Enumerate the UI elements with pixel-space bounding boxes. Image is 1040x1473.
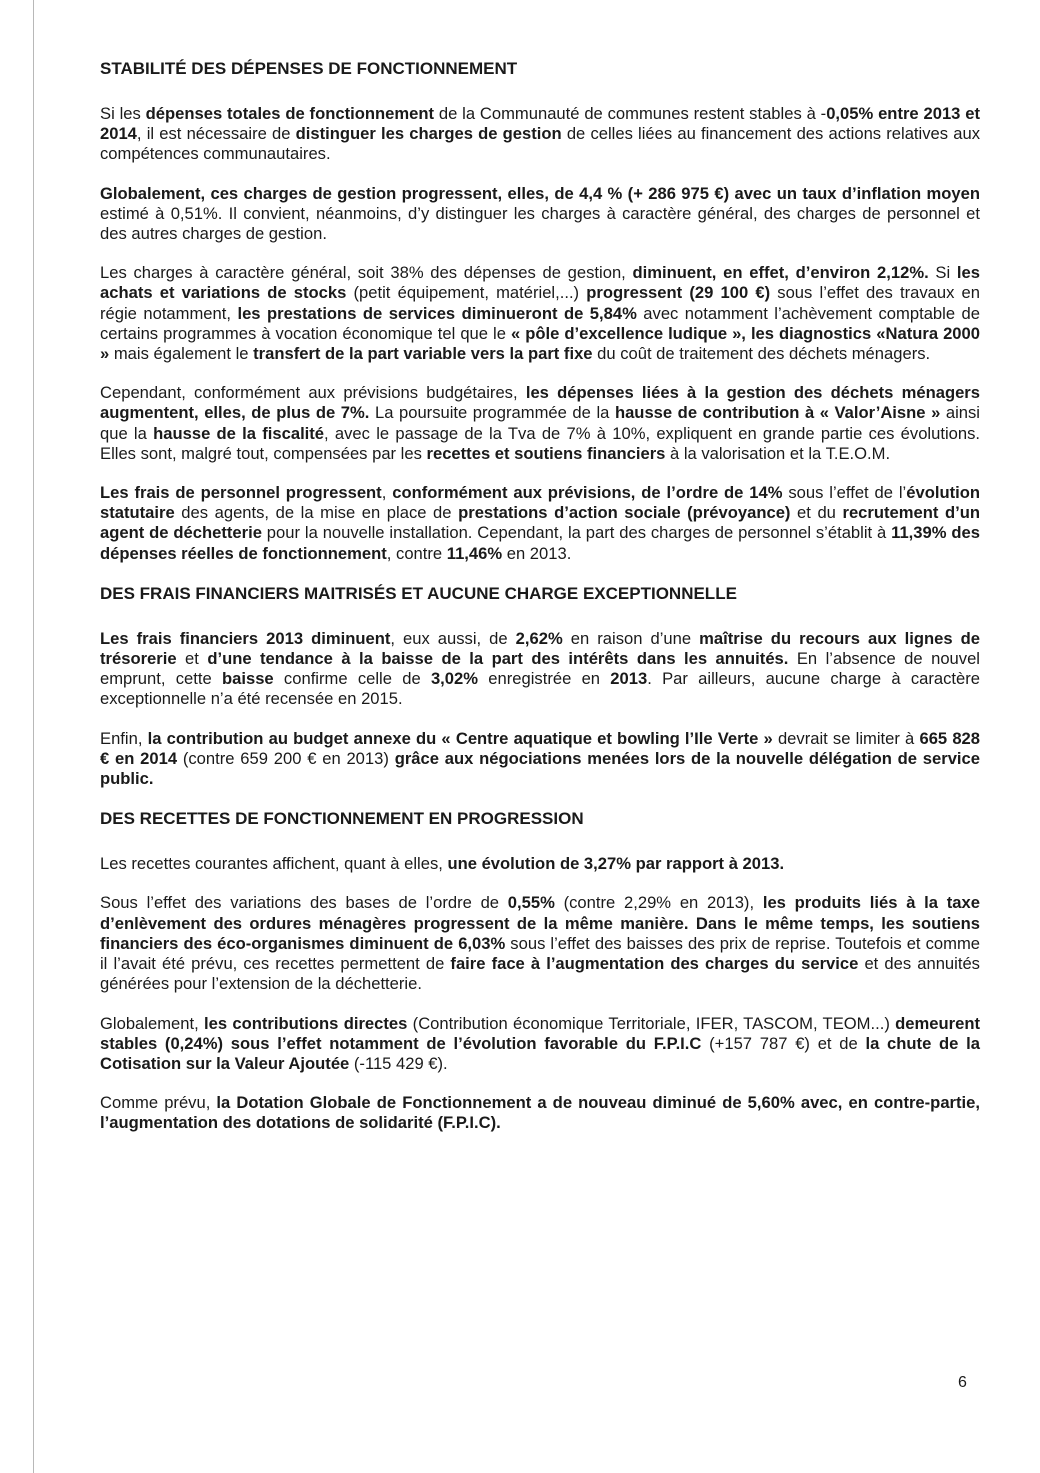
bold-text-run: baisse bbox=[222, 669, 274, 689]
text-run: (contre 2,29% en 2013), bbox=[554, 893, 763, 913]
text-run: , bbox=[381, 483, 393, 503]
paragraph bbox=[100, 629, 980, 710]
text-run: (Contribution économique Territoriale, IFER, TASCOM, TEOM...) bbox=[407, 1013, 896, 1033]
text-run: Cependant, conformément aux prévisions budgétaires, bbox=[100, 383, 526, 403]
bold-text-run: la contribution au budget annexe du « Centre aquatique et bowling l’Ile Verte » bbox=[147, 728, 773, 748]
text-run: (contre 659 200 € en 2013) bbox=[177, 748, 395, 768]
bold-text-run: la Dotation Globale de Fonctionnement a de nouveau diminué de 5,60% avec, en contre-partie, l’augmentation des dotations de solidarité (F.P.I.C). bbox=[100, 1093, 980, 1133]
text-run: sous l’effet des travaux en régie notamment, bbox=[100, 283, 981, 323]
bold-text-run: les dépenses liées à la gestion des déchets ménagers augmentent, elles, de plus de 7%. bbox=[100, 383, 980, 423]
text-run: enregistrée en bbox=[478, 669, 611, 689]
text-run: de la Communauté de communes restent stables à - bbox=[434, 104, 827, 123]
text-run: Comme prévu, bbox=[100, 1093, 217, 1113]
text-run: estimé à 0,51%. Il convient, néanmoins, d’y distinguer les charges à caractère général, des charges de personnel et des autres charges de gestion. bbox=[100, 203, 980, 244]
text-run: Les charges à caractère général, soit 38% des dépenses de gestion, bbox=[100, 263, 633, 283]
bold-text-run: une évolution de 3,27% par rapport à 2013. bbox=[447, 854, 785, 874]
text-run: du coût de traitement des déchets ménagers. bbox=[592, 344, 931, 364]
text-run: ainsi que la bbox=[100, 403, 980, 443]
bold-text-run: 11,46% bbox=[446, 543, 503, 563]
text-run: , il est nécessaire de bbox=[136, 124, 296, 144]
text-run: pour la nouvelle installation. Cependant, la part des charges de personnel s’établit à bbox=[261, 523, 892, 543]
bold-text-run: 0,55% bbox=[507, 893, 555, 913]
text-run: Si bbox=[928, 263, 957, 283]
bold-text-run: transfert de la part variable vers la part fixe bbox=[253, 344, 593, 364]
bold-text-run: progressent (29 100 €) bbox=[586, 283, 771, 303]
text-run: en 2013. bbox=[502, 543, 572, 563]
paragraph bbox=[100, 1014, 980, 1075]
text-run: et bbox=[176, 649, 208, 669]
bold-text-run: maîtrise du recours aux lignes de trésorerie bbox=[100, 628, 980, 669]
paragraph bbox=[100, 483, 980, 564]
text-run: Sous l’effet des variations des bases de l’ordre de bbox=[100, 893, 508, 913]
bold-text-run: 665 828 € en 2014 bbox=[100, 728, 981, 768]
text-run: sous l’effet de l’ bbox=[782, 483, 907, 503]
bold-text-run: conformément aux prévisions, de l’ordre de 14% bbox=[392, 483, 783, 503]
bold-text-run: demeurent stables (0,24%) sous l’effet notamment de l’évolution favorable du F.P.I.C bbox=[100, 1013, 981, 1053]
paragraph bbox=[100, 263, 980, 364]
bold-text-run: hausse de la fiscalité bbox=[153, 423, 325, 443]
bold-text-run: diminuent, en effet, d’environ 2,12%. bbox=[632, 263, 929, 283]
paragraph bbox=[100, 104, 980, 165]
text-run: (petit équipement, matériel,...) bbox=[346, 283, 587, 303]
text-run: Si les bbox=[100, 104, 146, 123]
section-frais-financiers bbox=[100, 583, 980, 789]
paragraph bbox=[100, 893, 980, 994]
bold-text-run: recettes et soutiens financiers bbox=[426, 443, 666, 463]
text-run: des agents, de la mise en place de bbox=[174, 503, 459, 523]
paragraph bbox=[100, 854, 980, 874]
bold-text-run: recrutement d’un agent de déchetterie bbox=[100, 503, 980, 543]
text-run: avec notamment l’achèvement comptable de certains programmes à vocation économique tel que le bbox=[100, 303, 980, 343]
bold-text-run: grâce aux négociations menées lors de la nouvelle délégation de service public. bbox=[100, 748, 981, 789]
bold-text-run: dépenses totales de fonctionnement bbox=[145, 104, 434, 123]
document-body bbox=[100, 58, 980, 1153]
bold-text-run: les achats et variations de stocks bbox=[100, 263, 980, 303]
bold-text-run: les contributions directes bbox=[204, 1013, 408, 1033]
section-stabilite-depenses bbox=[100, 58, 980, 564]
section-recettes-fonctionnement bbox=[100, 808, 980, 1133]
text-run: en raison d’une bbox=[562, 628, 700, 648]
text-run: devrait se limiter à bbox=[772, 728, 920, 748]
paragraph bbox=[100, 184, 980, 245]
bold-text-run: la chute de la Cotisation sur la Valeur Ajoutée bbox=[100, 1033, 980, 1073]
text-run: (+157 787 €) et de bbox=[701, 1033, 866, 1053]
text-run: , contre bbox=[386, 543, 447, 563]
section-heading: DES RECETTES DE FONCTIONNEMENT EN PROGRESSION bbox=[100, 809, 584, 829]
text-run: (-115 429 €). bbox=[349, 1053, 448, 1073]
text-run: Les recettes courantes affichent, quant à elles, bbox=[100, 854, 448, 874]
section-heading: STABILITÉ DES DÉPENSES DE FONCTIONNEMENT bbox=[100, 59, 518, 78]
bold-text-run: 11,39% des dépenses réelles de fonctionnement bbox=[100, 523, 980, 563]
text-run: Enfin, bbox=[100, 728, 148, 748]
paragraph bbox=[100, 383, 980, 464]
section-heading: DES FRAIS FINANCIERS MAITRISÉS ET AUCUNE CHARGE EXCEPTIONNELLE bbox=[100, 583, 737, 603]
text-run: mais également le bbox=[109, 344, 254, 364]
bold-text-run: hausse de contribution à « Valor’Aisne » bbox=[614, 403, 941, 423]
bold-text-run: Les frais financiers 2013 diminuent bbox=[100, 628, 391, 648]
paragraph bbox=[100, 729, 980, 790]
bold-text-run: 2,62% bbox=[515, 628, 563, 648]
bold-text-run: « pôle d’excellence ludique », les diagnostics «Natura 2000 » bbox=[100, 323, 980, 364]
bold-text-run: d’une tendance à la baisse de la part des intérêts dans les annuités. bbox=[207, 649, 789, 669]
text-run: En l’absence de nouvel emprunt, cette bbox=[100, 649, 980, 689]
paragraph bbox=[100, 1093, 980, 1133]
text-run: et des annuités générées pour l’extension de la déchetterie. bbox=[100, 954, 980, 994]
bold-text-run: Globalement, ces charges de gestion progressent, elles, de 4,4 % (+ 286 975 €) avec un taux d’inflation moyen bbox=[100, 183, 980, 203]
bold-text-run: évolution statutaire bbox=[100, 483, 980, 523]
bold-text-run: prestations d’action sociale (prévoyance) bbox=[458, 503, 791, 523]
text-run: confirme celle de bbox=[273, 669, 431, 689]
bold-text-run: 2013 bbox=[610, 669, 648, 689]
bold-text-run: 0,05% entre 2013 et 2014 bbox=[100, 104, 980, 144]
text-run: . Par ailleurs, aucune charge à caractère exceptionnelle n’a été recensée en 2015. bbox=[100, 669, 980, 709]
text-run: Globalement, bbox=[100, 1013, 205, 1033]
scan-margin-line bbox=[33, 0, 34, 1473]
text-run: La poursuite programmée de la bbox=[369, 403, 615, 423]
bold-text-run: 3,02% bbox=[430, 669, 479, 689]
text-run: , eux aussi, de bbox=[390, 628, 516, 648]
text-run: , avec le passage de la Tva de 7% à 10%, expliquent en grande partie ces évolutions. Elles sont, malgré tout, compensées par les bbox=[100, 423, 980, 463]
page-number: 6 bbox=[958, 1374, 967, 1391]
text-run: et du bbox=[790, 503, 843, 523]
text-run: de celles liées au financement des actions relatives aux compétences communautaires. bbox=[100, 124, 980, 164]
text-run: sous l’effet des baisses des prix de reprise. Toutefois et comme il l’avait été prévu, ces recettes permettent de bbox=[100, 933, 980, 974]
bold-text-run: les produits liés à la taxe d’enlèvement des ordures ménagères progressent de la même manière. Dans le même temps, les soutiens financiers des éco-organismes diminuent de 6,03% bbox=[100, 893, 980, 953]
bold-text-run: distinguer les charges de gestion bbox=[295, 124, 562, 144]
bold-text-run: les prestations de services diminueront de 5,84% bbox=[237, 303, 637, 323]
bold-text-run: faire face à l’augmentation des charges du service bbox=[450, 954, 859, 974]
bold-text-run: Les frais de personnel progressent bbox=[100, 483, 382, 503]
text-run: à la valorisation et la T.E.O.M. bbox=[665, 443, 891, 463]
